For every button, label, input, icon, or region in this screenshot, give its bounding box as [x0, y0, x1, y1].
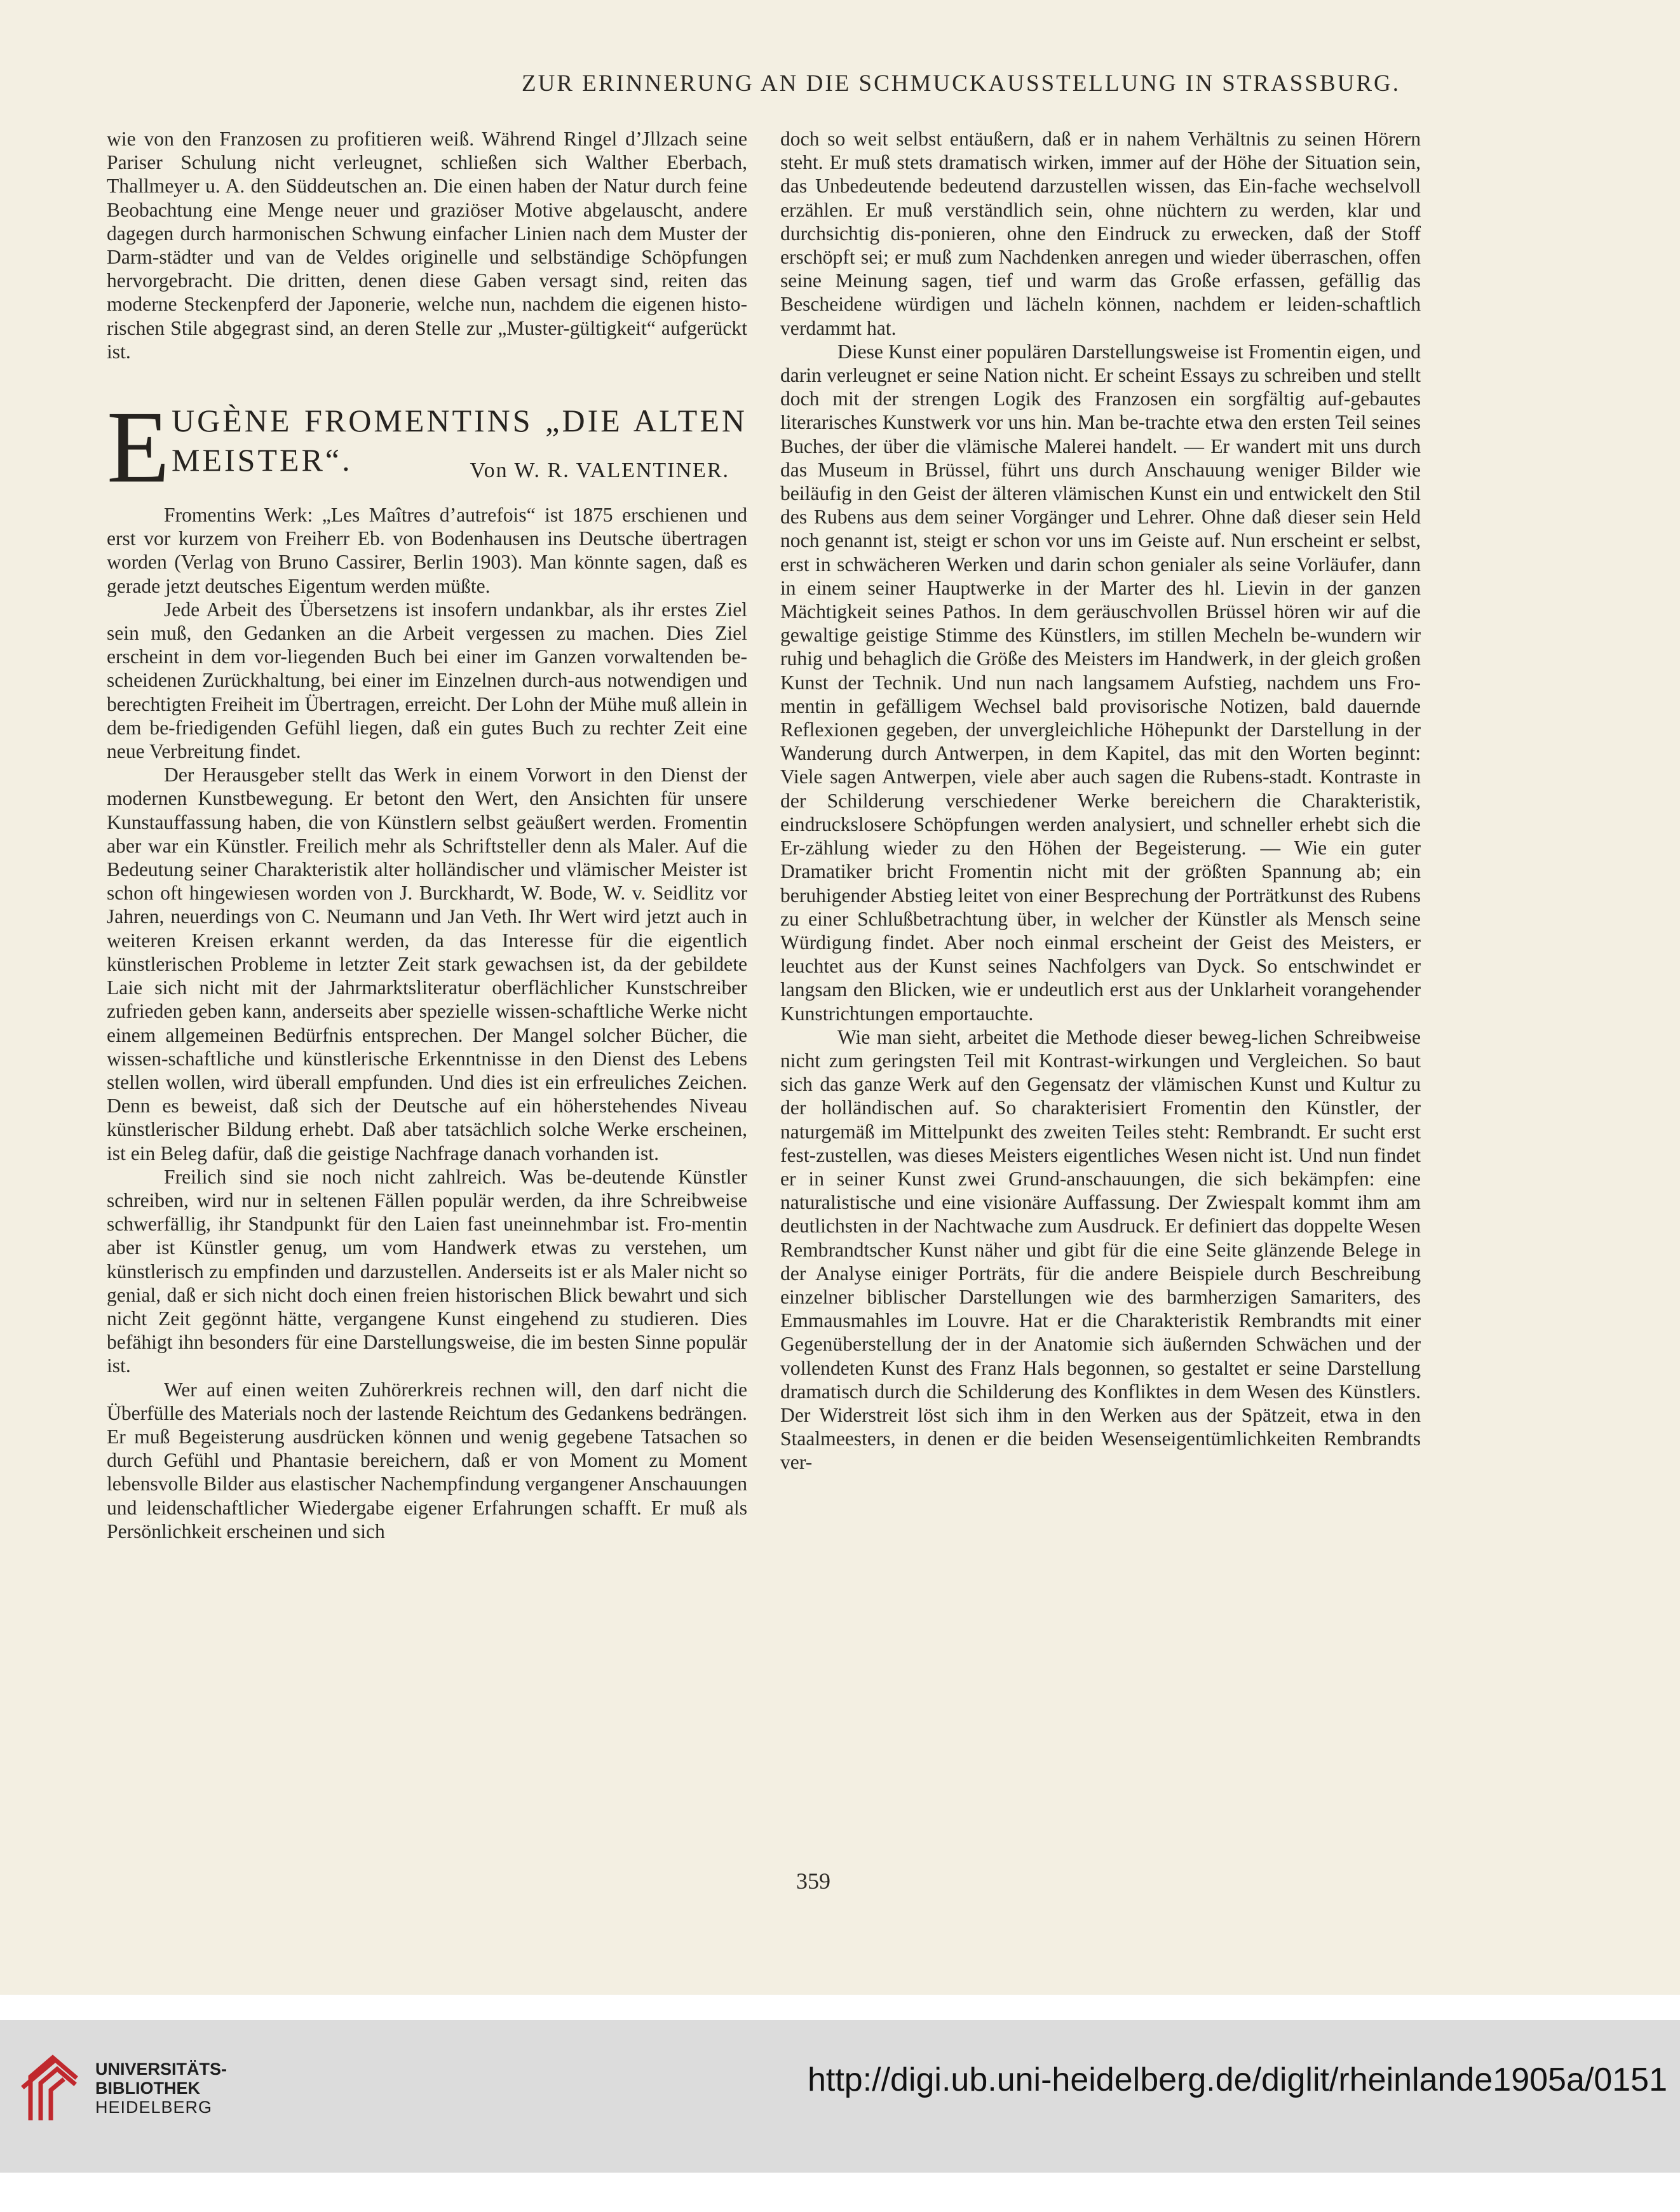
library-logo-icon [18, 2048, 88, 2124]
body-paragraph: Jede Arbeit des Übersetzens ist insofern undankbar, als ihr erstes Ziel sein muß, den Gedanken an die Arbeit vergessen zu machen. Dies Ziel erscheint in dem vor-liegenden Buch bei einer im Ganzen vorwaltenden be-scheidenen Zurückhaltung, bei einer im Einzelnen durch-aus notwendigen und berechtigten Freiheit im Übertragen, erreicht. Der Lohn der Mühe muß allein in dem be-friedigenden Gefühl liegen, daß ein gutes Buch zu rechter Zeit eine neue Verbreitung findet. [107, 598, 748, 763]
source-url-link[interactable]: http://digi.ub.uni-heidelberg.de/diglit/rheinlande1905a/0151 [807, 2061, 1667, 2098]
body-paragraph: Wer auf einen weiten Zuhörerkreis rechnen will, den darf nicht die Überfülle des Materials noch der lastende Reichtum des Gedankens bedrängen. Er muß Begeisterung ausdrücken können und wenig gegebene Tatsachen so durch Gefühl und Phantasie bereichern, daß er von Moment zu Moment lebensvolle Bilder aus elastischer Nachempfindung vergangener Anschauungen und leidenschaftlicher Wiedergabe eigener Erfahrungen schafft. Er muß als Persönlichkeit erscheinen und sich [107, 1378, 747, 1542]
body-paragraph: Diese Kunst einer populären Darstellungsweise ist Fromentin eigen, und darin verleugnet er seine Nation nicht. Er scheint Essays zu schreiben und stellt doch mit der strengen Logik des Franzosen ein sorgfältig auf-gebautes literarisches Kunstwerk vor uns hin. Man be-trachte etwa den ersten Teil seines Buches, der über die vlämische Malerei handelt. — Er wandert mit uns durch das Museum in Brüssel, führt uns durch Anschauung weniger Bilder wie beiläufig in den Geist der älteren vlämischen Kunst ein und entwickelt den Stil des Rubens aus dem seiner Vorgänger und Lehrer. Ohne daß dieser sein Held noch genannt ist, steigt er schon vor uns im Geiste auf. Nun erscheint er selbst, erst in schwächeren Werken und darin schon genialer als seine Vorläufer, dann in einem seiner Hauptwerke in der Marter des hl. Lievin in der ganzen Mächtigkeit seines Pathos. In dem geräuschvollen Brüssel hören wir auf die gewaltige geistige Stimme des Künstlers, im stillen Mecheln be-wundern wir ruhig und behaglich die Größe des Meisters im Handwerk, in der gleich großen Kunst der Technik. Und nun nach langsamem Aufstieg, nachdem uns Fro-mentin in gefälligem Wechsel bald provisorische Notizen, bald dauernde Reflexionen gegeben, der unvergleichliche Höhepunkt der Darstellung in der Wanderung durch Antwerpen, in dem Kapitel, das mit den Worten beginnt: Viele sagen Antwerpen, viele aber auch sagen die Rubens-stadt. Kontraste in der Schilderung verschiedener Werke bereichern die Charakteristik, eindruckslosere Schöpfungen werden analysiert, und schneller erhebt sich die Er-zählung wieder zu den Höhen der Begeisterung. — Wie ein guter Dramatiker bricht Fromentin nicht mit der größten Spannung ab; ein beruhigender Abstieg leitet von einer Besprechung der Porträtkunst des Rubens zu einer Schlußbetrachtung über, in welcher der Künstler als Mensch seine Würdigung findet. Aber noch einmal erscheint der Geist des Meisters, er leuchtet aus der Kunst seines Nachfolgers van Dyck. So entschwindet er langsam den Blicken, wie er undeutlich erst aus der Unklarheit vorangehender Kunstrichtungen emportauchte. [780, 340, 1421, 1025]
library-footer [0, 2020, 1680, 2173]
running-head: ZUR ERINNERUNG AN DIE SCHMUCKAUSSTELLUNG IN STRASSBURG. [521, 71, 1400, 97]
library-name-line3: HEIDELBERG [95, 2098, 213, 2117]
body-paragraph: Freilich sind sie noch nicht zahlreich. Was be-deutende Künstler schreiben, wird nur in seltenen Fällen populär werden, da ihre Schreibweise schwerfällig, ihr Standpunkt für den Laien fast uneinnehmbar ist. Fro-mentin aber ist Künstler genug, um vom Handwerk etwas zu verstehen, um künstlerisch zu empfinden und darzustellen. Anderseits ist er als Maler nicht so genial, daß er sich nicht doch einen freien historischen Blick bewahrt und sich nicht Zeit gegönnt hätte, vergangene Kunst eingehend zu studieren. Dies befähigt ihn besonders für eine Darstellungsweise, die im besten Sinne populär ist. [107, 1165, 747, 1377]
drop-cap: E [107, 391, 170, 505]
article-heading [107, 391, 747, 505]
article-title-line1: UGÈNE FROMENTINS „DIE ALTEN [172, 403, 747, 439]
intro-paragraph: wie von den Franzosen zu profitieren weiß. Während Ringel d’Jllzach seine Pariser Schulung nicht verleugnet, schließen sich Walther Eberbach, Thallmeyer u. A. den Süddeutschen an. Die einen haben der Natur durch feine Beobachtung eine Menge neuer und graziöser Motive abgelauscht, andere dagegen durch harmonischen Schwung einfacher Linien nach dem Muster der Darm-städter und van de Veldes originelle und selbständige Schöpfungen hervorgebracht. Die dritten, denen diese Gaben versagt sind, reiten das moderne Steckenpferd der Japonerie, welche nun, nachdem die eigenen histo-rischen Stile abgegrast sind, an deren Stelle zur „Muster-gültigkeit“ aufgerückt ist. [107, 128, 747, 363]
right-column [780, 127, 1421, 1474]
continued-paragraph: doch so weit selbst entäußern, daß er in nahem Verhältnis zu seinen Hörern steht. Er muß stets dramatisch wirken, immer auf der Höhe der Situation sein, das Unbedeutende bedeutend darzustellen wissen, das Ein-fache wechselvoll erzählen. Er muß verständlich sein, ohne nüchtern zu werden, klar und durchsichtig dis-ponieren, ohne den Eindruck zu erwecken, daß der Stoff erschöpft sei; er muß zum Nachdenken anregen und wieder überraschen, offen seine Meinung sagen, tief und warm das Große erfassen, gefällig das Bescheidene würdigen und lächeln können, nachdem er leiden-schaftlich verdammt hat. [780, 128, 1421, 339]
library-name-line1: UNIVERSITÄTS- [95, 2060, 227, 2079]
body-paragraph: Der Herausgeber stellt das Werk in einem Vorwort in den Dienst der modernen Kunstbewegung. Er betont den Wert, den Ansichten für unsere Kunstauffassung haben, die von Künstlern selbst geäußert werden. Fromentin aber war ein Künstler. Freilich mehr als Schriftsteller denn als Maler. Auf die Bedeutung seiner Charakteristik alter holländischer und vlämischer Meister ist schon oft hingewiesen worden von J. Burckhardt, W. Bode, W. v. Seidlitz vor Jahren, neuerdings von C. Neumann und Jan Veth. Ihr Wert wird jetzt auch in weiteren Kreisen erkannt werden, da das Interesse für die eigentlich künstlerischen Probleme in letzter Zeit stark gewachsen ist, da der gebildete Laie sich nicht mit der Jahrmarktsliteratur oberflächlicher Kunstschreiber zufrieden geben kann, anderseits aber spezielle wissen-schaftliche Werke nicht einem allgemeinen Bedürfnis entsprechen. Der Mangel solcher Bücher, die wissen-schaftliche und künstlerische Erkenntnisse in den Dienst des Lebens stellen wollen, wird überall empfunden. Und dies ist ein erfreuliches Zeichen. Denn es beweist, daß sich der Deutsche auf ein höherstehendes Niveau künstlerischer Bildung erhebt. Daß aber tatsächlich solche Werke erscheinen, ist ein Beleg dafür, daß die geistige Nachfrage danach vorhanden ist. [107, 764, 747, 1164]
body-paragraph: Fromentins Werk: „Les Maîtres d’autrefois“ ist 1875 erschienen und erst vor kurzem von Freiherr Eb. von Bodenhausen ins Deutsche übertragen worden (Verlag von Bruno Cassirer, Berlin 1903). Man könnte sagen, daß es gerade jetzt deutsches Eigentum werden müßte. [107, 504, 747, 597]
library-name [95, 2060, 227, 2117]
left-column [107, 127, 747, 1543]
byline: Von W. R. VALENTINER. [470, 459, 729, 483]
page-number: 359 [796, 1868, 830, 1894]
article-title-line2: MEISTER“. [172, 442, 353, 478]
body-paragraph: Wie man sieht, arbeitet die Methode dieser beweg-lichen Schreibweise nicht zum geringsten Teil mit Kontrast-wirkungen und Vergleichen. So baut sich das ganze Werk auf den Gegensatz der vlämischen Kunst und Kultur zu der holländischen auf. So charakterisiert Fromentin den Künstler, der naturgemäß im Mittelpunkt des zweiten Teiles steht: Rembrandt. Er sucht erst fest-zustellen, was dieses Meisters eigentliches Wesen nicht ist. Und nun findet er in seiner Kunst zwei Grund-anschauungen, die sich bekämpfen: eine naturalistische und eine visionäre Auffassung. Der Zwiespalt kommt ihm am deutlichsten in der Nachtwache zum Ausdruck. Er definiert das doppelte Wesen Rembrandtscher Kunst näher und gibt für die eine Seite glänzende Belege in der Analyse einiger Porträts, für die andere Beispiele durch Beschreibung einzelner biblischer Darstellungen wie des barmherzigen Samariters, des Emmausmahles im Louvre. Hat er die Charakteristik Rembrandts mit einer Gegenüberstellung der in der Anatomie sich äußernden Schwächen und der vollendeten Kunst des Franz Hals begonnen, so gestaltet er seine Darstellung dramatisch durch die Schilderung des Konfliktes in dem Wesen des Künstlers. Der Widerstreit löst sich ihm in den Werken aus der Spätzeit, etwa in den Staalmeesters, in denen er die beiden Wesenseigentümlichkeiten Rembrandts ver- [780, 1025, 1421, 1474]
library-name-line2: BIBLIOTHEK [95, 2079, 200, 2098]
